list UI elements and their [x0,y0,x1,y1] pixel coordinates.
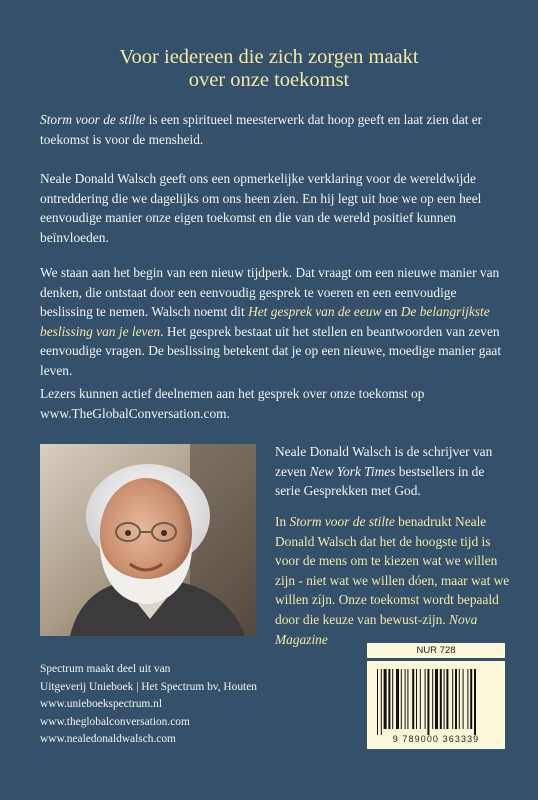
bio-text-2: bestsellers in de serie Gesprekken met God. [275,463,485,499]
publisher-url[interactable]: www.nealedonaldwalsch.com [40,733,176,745]
barcode-bar [455,669,457,729]
barcode-bar [470,669,472,729]
barcode-bar [420,669,421,729]
isbn-barcode [367,661,505,749]
barcode-bar [412,669,414,729]
barcode-bar [401,669,402,729]
paragraph-3-italic-1: Het gesprek van de eeuw [248,304,382,320]
barcode-bar [416,669,417,729]
barcode-bar [467,669,468,729]
paragraph-2: Neale Donald Walsch geeft ons een opmerkelijke verklaring voor de wereldwijde ontreddering die we dagelijks om ons heen zien. En hij legt uit hoe we op een heel eenvoudige manier onze eigen toekomst en die van de wereld positief kunnen beïnvloeden. [40,171,482,245]
paragraph-3-italic-2: De belangrijkste beslissing van je leven [40,304,490,339]
barcode-bar [435,669,438,729]
publisher-url[interactable]: www.theglobalconversation.com [40,715,190,728]
barcode-bar [444,669,445,729]
barcode-bar [388,669,390,729]
headline-line-2: over onze toekomst [188,69,350,91]
publisher-line: Spectrum maakt deel uit van [40,663,171,675]
intro-paragraph [40,110,502,149]
author-portrait-image [40,444,256,636]
barcode-bar [452,669,453,729]
publisher-line: Uitgeverij Unieboek | Het Spectrum bv, Houten [40,680,257,693]
barcode-bar [432,669,433,729]
paragraph-3-text-3: . Het gesprek bestaat uit het stellen en beantwoorden van zeven eenvoudige vragen. De beslissing betekent dat je op een nieuwe, moedige manier gaat leven. [40,323,502,378]
quote-text-1: In [275,514,290,529]
barcode-bar [446,669,448,729]
paragraph-3-text-1: We staan aan het begin van een nieuw tijdperk. Dat vraagt om een nieuwe manier van denken, die ontstaat door een eenvoudig gesprek te voeren en een eenvoudige beslissing te nemen. Walsch noemt dit [40,265,500,320]
barcode-bar [474,669,476,735]
headline-line-1: Voor iedereen die zich zorgen maakt [119,46,419,68]
paragraph-3-text-2: en [381,304,401,320]
barcode-bar [463,669,464,729]
barcode-bar [459,669,460,729]
book-title-italic: Storm voor de stilte [40,112,146,127]
barcode-bar [440,669,442,729]
bio-text-1: Neale Donald Walsch is de schrijver van zeven [275,444,493,479]
publisher-url[interactable]: www.unieboekspectrum.nl [40,698,162,710]
isbn-digits: 9 789000 363339 [392,734,480,744]
publisher-info [40,661,340,749]
intro-text: is een spiritueel meesterwerk dat hoop geeft en laat zien dat er toekomst is voor de mensheid. [40,112,483,147]
headline [60,46,478,92]
barcode-bar [381,669,382,735]
barcode-bar [425,669,426,729]
paragraph-4: Lezers kunnen actief deelnemen aan het gesprek over onze toekomst op www.TheGlobalConversation.com. [40,386,425,421]
barcode-bar [392,669,393,729]
barcode-bar [377,669,378,735]
barcode-bar [427,669,429,735]
author-photo [40,444,256,636]
nur-code: NUR 728 [367,643,505,658]
press-quote [275,512,511,649]
barcode-bar [407,669,408,729]
barcode-bar [405,669,406,729]
quote-italic-title: Storm voor de stilte [289,514,395,529]
paragraph-3 [40,263,502,381]
barcode-bar [396,669,399,729]
quote-text-2: benadrukt Neale Donald Walsch dat het de hoogste tijd is voor de mens om te kiezen wat we willen zijn - niet wat we willen dóen, maar wat we willen zíjn. Onze toekomst wordt bepaald door die keuze van bewust-zijn. [275,514,510,627]
author-bio [275,442,507,501]
barcode-bar [384,669,387,729]
bio-italic: New York Times [309,463,396,479]
quote-source: Nova Magazine [275,611,478,647]
